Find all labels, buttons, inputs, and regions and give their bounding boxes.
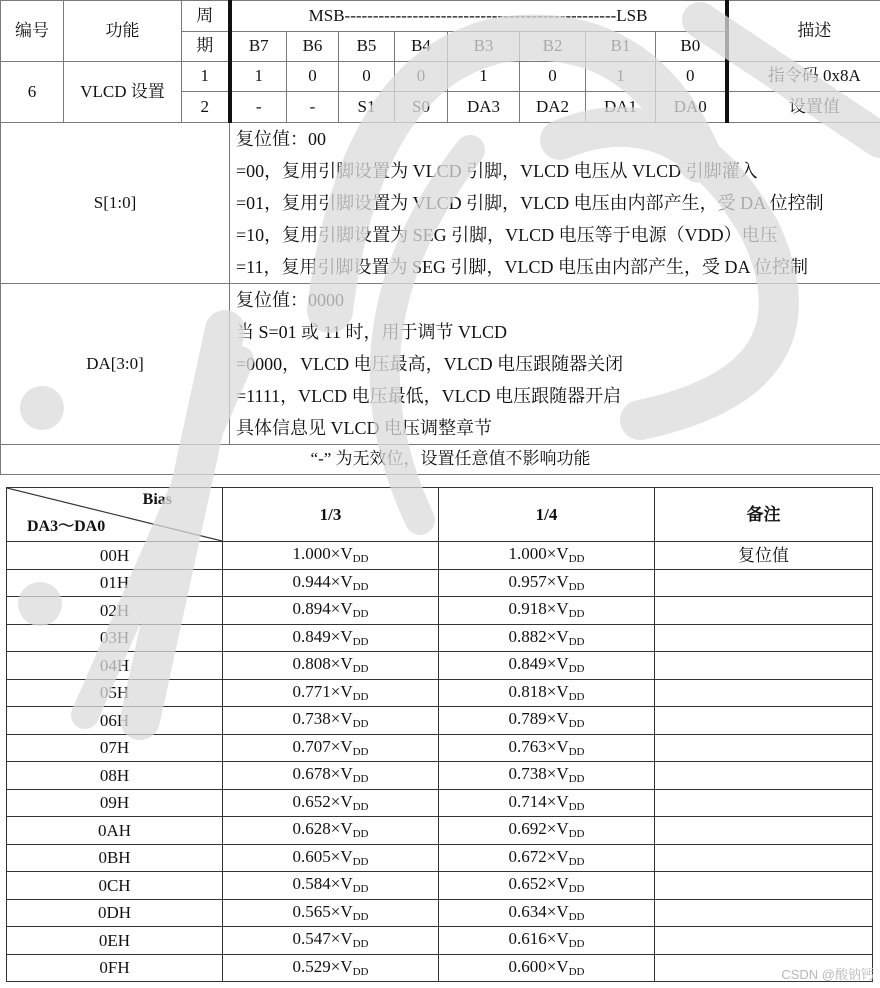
vdd-symbol: ×V [546, 736, 569, 756]
field-name-da: DA[3:0] [1, 284, 230, 445]
vdd-subscript: DD [568, 938, 585, 951]
vdd-subscript: DD [352, 800, 369, 813]
table-row [7, 707, 873, 735]
bit-header: B0 [656, 32, 727, 62]
ratio-value: 0.692 [508, 819, 547, 839]
ratio-value: 0.849 [508, 654, 547, 674]
table-row [7, 597, 873, 625]
vdd-subscript: DD [568, 580, 585, 593]
vdd-symbol: ×V [330, 819, 353, 839]
vdd-symbol: ×V [546, 764, 569, 784]
note-cell [655, 817, 873, 845]
bit-value: 1 [230, 62, 287, 92]
note-cell [655, 597, 873, 625]
register-table [0, 0, 880, 475]
ratio-value: 0.957 [508, 571, 547, 591]
vdd-symbol: ×V [546, 819, 569, 839]
table-row [7, 652, 873, 680]
vdd-symbol: ×V [546, 626, 569, 646]
ratio-value: 0.529 [292, 956, 331, 976]
code-cell: 07H [7, 734, 223, 762]
code-cell: 0DH [7, 899, 223, 927]
bit-value: DA0 [656, 92, 727, 123]
vdd-symbol: ×V [330, 544, 353, 564]
da-label: DA3～DA0 [27, 518, 106, 535]
column-header-1-4: 1/4 [439, 488, 655, 542]
note-cell [655, 872, 873, 900]
table-row [7, 872, 873, 900]
vdd-symbol: ×V [330, 929, 353, 949]
ratio-value: 0.678 [292, 764, 331, 784]
field-description-da [230, 284, 880, 445]
ratio-value: 0.738 [292, 709, 331, 729]
code-cell: 09H [7, 789, 223, 817]
code-cell: 05H [7, 679, 223, 707]
ratio-value: 0.634 [508, 901, 547, 921]
corner-header [7, 488, 223, 542]
desc-line: 复位值：00 [236, 129, 326, 149]
ratio-1-3-cell [223, 789, 439, 817]
vdd-symbol: ×V [546, 791, 569, 811]
vdd-subscript: DD [352, 938, 369, 951]
vdd-subscript: DD [352, 553, 369, 566]
ratio-1-3-cell [223, 927, 439, 955]
ratio-1-3-cell [223, 597, 439, 625]
bit-header: B5 [339, 32, 395, 62]
ratio-1-3-cell [223, 542, 439, 570]
ratio-1-4-cell [439, 954, 655, 982]
vdd-symbol: ×V [546, 874, 569, 894]
vdd-subscript: DD [568, 883, 585, 896]
ratio-value: 0.763 [508, 736, 547, 756]
vdd-symbol: ×V [330, 626, 353, 646]
ratio-1-4-cell [439, 542, 655, 570]
vdd-subscript: DD [568, 553, 585, 566]
vdd-symbol: ×V [330, 571, 353, 591]
ratio-value: 0.789 [508, 709, 547, 729]
vdd-symbol: ×V [546, 956, 569, 976]
ratio-1-3-cell [223, 734, 439, 762]
ratio-1-3-cell [223, 762, 439, 790]
vdd-subscript: DD [352, 718, 369, 731]
ratio-1-3-cell [223, 624, 439, 652]
ratio-1-4-cell [439, 789, 655, 817]
vdd-subscript: DD [568, 718, 585, 731]
ratio-1-3-cell [223, 569, 439, 597]
ratio-1-4-cell [439, 707, 655, 735]
column-header-note: 备注 [655, 488, 873, 542]
vdd-symbol: ×V [330, 956, 353, 976]
ratio-value: 0.849 [292, 626, 331, 646]
vdd-subscript: DD [352, 828, 369, 841]
bit-header: B7 [230, 32, 287, 62]
ratio-value: 0.652 [508, 874, 547, 894]
vdd-symbol: ×V [330, 901, 353, 921]
bit-header: B6 [287, 32, 339, 62]
vdd-symbol: ×V [330, 764, 353, 784]
bit-value: - [230, 92, 287, 123]
ratio-1-4-cell [439, 899, 655, 927]
vdd-subscript: DD [352, 580, 369, 593]
vdd-subscript: DD [352, 883, 369, 896]
ratio-1-3-cell [223, 707, 439, 735]
table-row [7, 817, 873, 845]
desc-line: =0000，VLCD 电压最高，VLCD 电压跟随器关闭 [236, 354, 624, 374]
desc-line: 具体信息见 VLCD 电压调整章节 [236, 418, 492, 438]
table-row [7, 734, 873, 762]
ratio-1-3-cell [223, 899, 439, 927]
bit-value: 0 [339, 62, 395, 92]
header-function: 功能 [64, 1, 182, 62]
header-description: 描述 [727, 1, 880, 62]
note-cell [655, 652, 873, 680]
invalid-bit-note: “-” 为无效位，设置任意值不影响功能 [1, 445, 880, 475]
desc-line: 当 S=01 或 11 时，用于调节 VLCD [236, 322, 507, 342]
ratio-value: 0.565 [292, 901, 331, 921]
header-cycle-bottom: 期 [182, 32, 230, 62]
bit-value: DA2 [520, 92, 586, 123]
vdd-symbol: ×V [546, 846, 569, 866]
ratio-value: 1.000 [292, 544, 331, 564]
vdd-subscript: DD [568, 855, 585, 868]
code-cell: 0EH [7, 927, 223, 955]
vdd-subscript: DD [568, 635, 585, 648]
bit-value: 0 [656, 62, 727, 92]
command-function: VLCD 设置 [64, 62, 182, 123]
table-row [7, 762, 873, 790]
desc-line: 复位值：0000 [236, 290, 344, 310]
bias-label: Bias [142, 491, 172, 508]
vdd-symbol: ×V [546, 599, 569, 619]
note-cell [655, 734, 873, 762]
bias-table [6, 487, 873, 982]
ratio-1-3-cell [223, 679, 439, 707]
ratio-1-4-cell [439, 624, 655, 652]
note-cell [655, 624, 873, 652]
code-cell: 04H [7, 652, 223, 680]
field-description-s [230, 123, 880, 284]
vdd-symbol: ×V [546, 681, 569, 701]
vdd-subscript: DD [568, 663, 585, 676]
vdd-subscript: DD [568, 745, 585, 758]
vdd-symbol: ×V [330, 654, 353, 674]
note-cell: 复位值 [655, 542, 873, 570]
note-cell [655, 844, 873, 872]
ratio-value: 0.707 [292, 736, 331, 756]
desc-line: =01，复用引脚设置为 VLCD 引脚，VLCD 电压由内部产生，受 DA 位控制 [236, 193, 824, 213]
ratio-value: 0.600 [508, 956, 547, 976]
bit-header: B1 [586, 32, 656, 62]
note-cell [655, 762, 873, 790]
vdd-symbol: ×V [330, 709, 353, 729]
ratio-1-4-cell [439, 872, 655, 900]
bit-header: B3 [448, 32, 520, 62]
ratio-value: 0.818 [508, 681, 547, 701]
ratio-value: 0.882 [508, 626, 547, 646]
cycle-value: 2 [182, 92, 230, 123]
vdd-symbol: ×V [546, 571, 569, 591]
ratio-1-3-cell [223, 954, 439, 982]
header-cycle-top: 周 [182, 1, 230, 32]
ratio-1-4-cell [439, 927, 655, 955]
ratio-1-3-cell [223, 652, 439, 680]
ratio-value: 0.652 [292, 791, 331, 811]
vdd-subscript: DD [352, 855, 369, 868]
vdd-subscript: DD [568, 910, 585, 923]
vdd-subscript: DD [568, 773, 585, 786]
code-cell: 02H [7, 597, 223, 625]
field-name-s: S[1:0] [1, 123, 230, 284]
bit-value: - [287, 92, 339, 123]
ratio-1-3-cell [223, 817, 439, 845]
code-cell: 03H [7, 624, 223, 652]
note-cell [655, 789, 873, 817]
note-cell [655, 927, 873, 955]
bit-value: S1 [339, 92, 395, 123]
bit-value: 1 [586, 62, 656, 92]
code-cell: 06H [7, 707, 223, 735]
vdd-symbol: ×V [546, 654, 569, 674]
ratio-1-4-cell [439, 844, 655, 872]
row-description: 指令码 0x8A [727, 62, 880, 92]
desc-line: =00，复用引脚设置为 VLCD 引脚，VLCD 电压从 VLCD 引脚灌入 [236, 161, 758, 181]
code-cell: 0FH [7, 954, 223, 982]
vdd-symbol: ×V [546, 709, 569, 729]
ratio-1-4-cell [439, 597, 655, 625]
cycle-value: 1 [182, 62, 230, 92]
ratio-value: 1.000 [508, 544, 547, 564]
vdd-subscript: DD [568, 965, 585, 978]
ratio-1-4-cell [439, 569, 655, 597]
note-cell [655, 899, 873, 927]
vdd-subscript: DD [352, 910, 369, 923]
vdd-symbol: ×V [546, 544, 569, 564]
bit-value: DA1 [586, 92, 656, 123]
ratio-1-4-cell [439, 734, 655, 762]
vdd-subscript: DD [568, 828, 585, 841]
vdd-symbol: ×V [330, 736, 353, 756]
code-cell: 0AH [7, 817, 223, 845]
ratio-value: 0.547 [292, 929, 331, 949]
vdd-symbol: ×V [330, 846, 353, 866]
ratio-1-3-cell [223, 844, 439, 872]
ratio-1-4-cell [439, 817, 655, 845]
ratio-value: 0.714 [508, 791, 547, 811]
note-cell [655, 707, 873, 735]
table-row [7, 542, 873, 570]
ratio-value: 0.894 [292, 599, 331, 619]
vdd-symbol: ×V [330, 874, 353, 894]
ratio-value: 0.672 [508, 846, 547, 866]
ratio-value: 0.771 [292, 681, 331, 701]
desc-line: =1111，VLCD 电压最低，VLCD 电压跟随器开启 [236, 386, 622, 406]
vdd-subscript: DD [352, 965, 369, 978]
ratio-value: 0.918 [508, 599, 547, 619]
vdd-symbol: ×V [330, 681, 353, 701]
ratio-value: 0.944 [292, 571, 331, 591]
table-row [7, 927, 873, 955]
note-cell [655, 679, 873, 707]
bit-value: 0 [287, 62, 339, 92]
code-cell: 01H [7, 569, 223, 597]
table-row [7, 679, 873, 707]
vdd-subscript: DD [352, 745, 369, 758]
table-row [7, 789, 873, 817]
bit-value: S0 [395, 92, 448, 123]
table-row [7, 624, 873, 652]
bit-value: 0 [395, 62, 448, 92]
table-row [7, 844, 873, 872]
vdd-subscript: DD [568, 690, 585, 703]
ratio-value: 0.605 [292, 846, 331, 866]
column-header-1-3: 1/3 [223, 488, 439, 542]
row-description: 设置值 [727, 92, 880, 123]
ratio-1-3-cell [223, 872, 439, 900]
ratio-value: 0.628 [292, 819, 331, 839]
vdd-subscript: DD [352, 773, 369, 786]
ratio-1-4-cell [439, 762, 655, 790]
code-cell: 0BH [7, 844, 223, 872]
code-cell: 00H [7, 542, 223, 570]
vdd-subscript: DD [352, 663, 369, 676]
vdd-subscript: DD [568, 800, 585, 813]
ratio-value: 0.616 [508, 929, 547, 949]
code-cell: 0CH [7, 872, 223, 900]
vdd-subscript: DD [352, 690, 369, 703]
bit-value: 1 [448, 62, 520, 92]
table-row [7, 954, 873, 982]
msb-lsb-label: MSB------------------------------------------------LSB [230, 1, 727, 32]
bit-header: B4 [395, 32, 448, 62]
vdd-subscript: DD [352, 635, 369, 648]
table-row [7, 899, 873, 927]
bit-header: B2 [520, 32, 586, 62]
ratio-1-4-cell [439, 652, 655, 680]
vdd-symbol: ×V [546, 929, 569, 949]
desc-line: =10，复用引脚设置为 SEG 引脚，VLCD 电压等于电源（VDD）电压 [236, 225, 778, 245]
ratio-value: 0.738 [508, 764, 547, 784]
vdd-subscript: DD [352, 608, 369, 621]
code-cell: 08H [7, 762, 223, 790]
vdd-symbol: ×V [546, 901, 569, 921]
vdd-symbol: ×V [330, 599, 353, 619]
desc-line: =11，复用引脚设置为 SEG 引脚，VLCD 电压由内部产生，受 DA 位控制 [236, 257, 808, 277]
ratio-value: 0.584 [292, 874, 331, 894]
source-credit: CSDN @酸钠钙 [781, 967, 874, 982]
note-cell [655, 569, 873, 597]
bit-value: DA3 [448, 92, 520, 123]
vdd-symbol: ×V [330, 791, 353, 811]
vdd-subscript: DD [568, 608, 585, 621]
table-row [7, 569, 873, 597]
ratio-value: 0.808 [292, 654, 331, 674]
command-number: 6 [1, 62, 64, 123]
ratio-1-4-cell [439, 679, 655, 707]
bit-value: 0 [520, 62, 586, 92]
header-number: 编号 [1, 1, 64, 62]
